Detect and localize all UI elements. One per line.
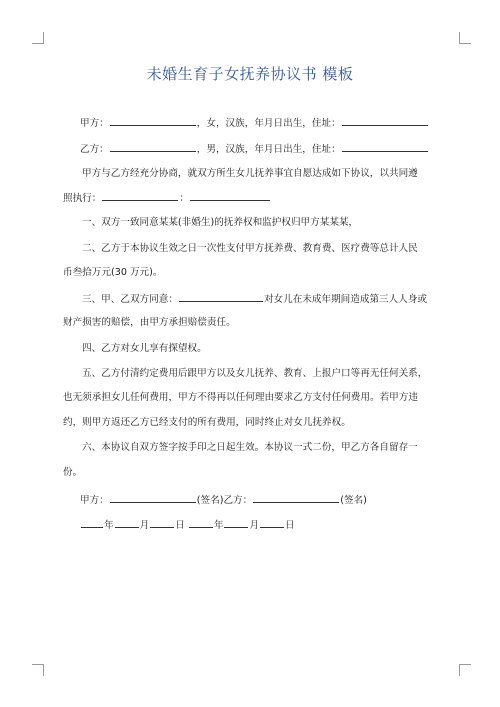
date-b-month-blank — [224, 518, 248, 528]
date-line — [80, 518, 295, 532]
clause-6-line-2: 份。 — [63, 467, 83, 478]
date-a-year-blank — [81, 518, 103, 528]
intro-line-2 — [63, 191, 271, 205]
party-b-address-blank — [342, 142, 428, 152]
clause-5-line-3: 约，则甲方返还乙方已经支付的所有费用，同时终止对女儿抚养权。 — [63, 417, 351, 428]
clause-3-suffix: 对女儿在未成年期间造成第三人人身或 — [263, 294, 428, 305]
clause-4: 四、乙方对女儿享有探望权。 — [82, 343, 207, 354]
party-b-line — [80, 142, 429, 156]
date-b-day-unit: 日 — [285, 520, 295, 531]
date-a-day-blank — [150, 518, 174, 528]
clause-3-line-1 — [82, 292, 427, 306]
date-b-year-blank — [189, 518, 213, 528]
party-a-line — [80, 116, 429, 130]
clause-3-line-2: 财产损害的赔偿，由甲方承担赔偿责任。 — [63, 317, 236, 328]
date-b-month-unit: 月 — [249, 520, 260, 531]
document-title: 未婚生育子女抚养协议书 模板 — [146, 65, 354, 83]
signature-line — [80, 493, 367, 507]
signature-b-text: (签名) — [340, 495, 367, 506]
party-a-details: ，女，汉族，年月日出生，住址： — [196, 118, 341, 129]
party-b-label: 乙方： — [80, 144, 109, 155]
intro-blank-1 — [102, 191, 178, 201]
date-a-month-blank — [115, 518, 139, 528]
clause-1: 一、双方一致同意某某(非婚生)的抚养权和监护权归甲方某某某， — [82, 217, 359, 228]
clause-3-prefix: 三、甲、乙双方同意： — [82, 294, 178, 305]
crop-mark-bottom-left — [32, 664, 44, 676]
clause-3-blank — [179, 292, 263, 302]
party-a-label: 甲方： — [80, 118, 109, 129]
intro-blank-2 — [190, 191, 270, 201]
crop-mark-top-right — [459, 32, 471, 44]
intro-separator: ： — [179, 193, 189, 204]
clause-5-line-1: 五、乙方付清约定费用后跟甲方以及女儿抚养、教育、上报户口等再无任何关系， — [82, 368, 428, 379]
signature-a-blank — [110, 493, 196, 503]
signature-a-text: (签名)乙方： — [196, 495, 253, 506]
intro-line-1: 甲方与乙方经充分协商，就双方所生女儿抚养事宜自愿达成如下协议，以共同遵 — [82, 168, 418, 179]
crop-mark-bottom-right — [459, 664, 471, 676]
date-a-day-unit: 日 — [175, 520, 185, 531]
party-b-details: ，男，汉族，年月日出生，住址： — [196, 144, 341, 155]
clause-5-line-2: 也无须承担女儿任何费用，甲方不得再以任何理由要求乙方支付任何费用。若甲方违 — [63, 392, 418, 403]
date-a-year-unit: 年 — [104, 520, 114, 531]
party-b-name-blank — [110, 142, 196, 152]
date-a-month-unit: 月 — [139, 520, 150, 531]
clause-6-line-1: 六、本协议自双方签字按手印之日起生效。本协议一式二份，甲乙方各自留存一 — [82, 442, 418, 453]
signature-b-blank — [253, 493, 339, 503]
party-a-address-blank — [342, 116, 428, 126]
signature-party-a-label: 甲方： — [80, 495, 109, 506]
clause-2-line-1: 二、乙方于本协议生效之日一次性支付甲方抚养费、教育费、医疗费等总计人民 — [82, 243, 418, 254]
crop-mark-top-left — [32, 32, 44, 44]
party-a-name-blank — [110, 116, 196, 126]
date-b-day-blank — [260, 518, 284, 528]
intro-line-2-prefix: 照执行： — [63, 193, 102, 204]
date-b-year-unit: 年 — [213, 520, 224, 531]
clause-2-line-2: 币叁拾万元(30 万元)。 — [63, 267, 163, 278]
